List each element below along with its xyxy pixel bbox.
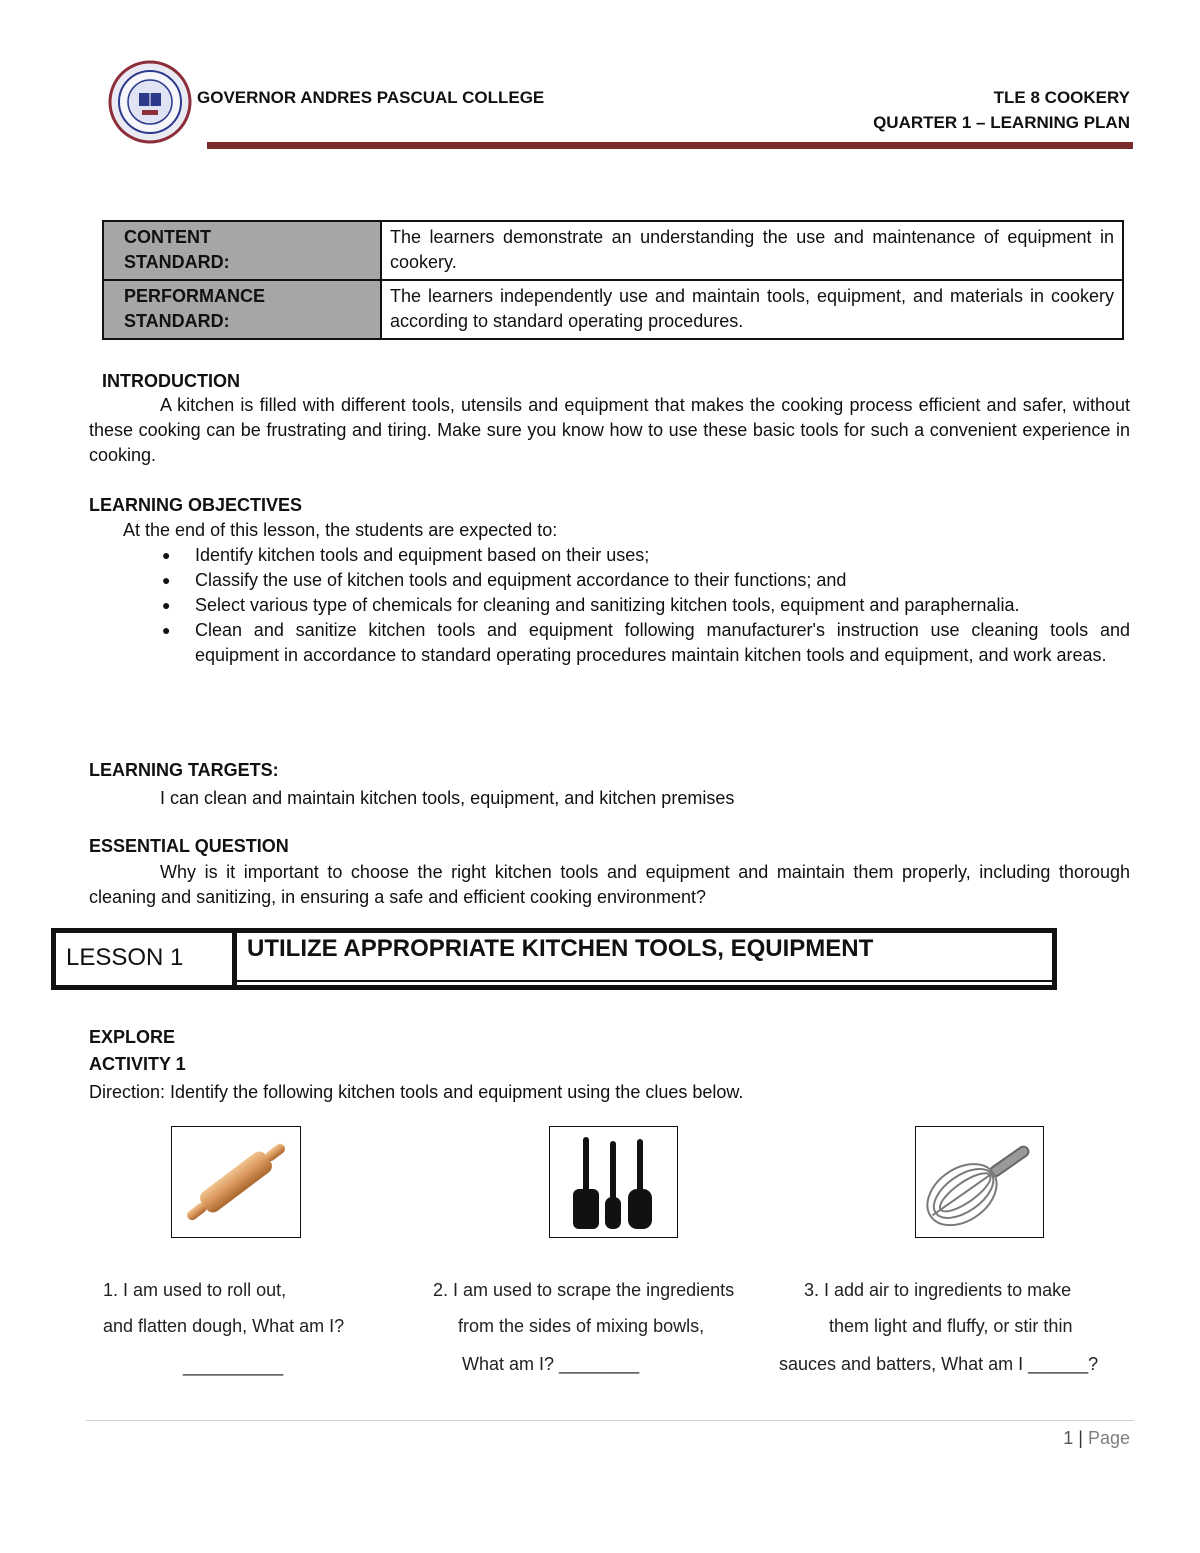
lesson-inner-rule bbox=[237, 980, 1053, 982]
lesson-number: LESSON 1 bbox=[66, 944, 184, 971]
explore-heading: EXPLORE bbox=[89, 1027, 176, 1047]
list-item: ● Classify the use of kitchen tools and equipment accordance to their functions; and bbox=[162, 570, 847, 590]
standard-text: The learners independently use and maintain tools, equipment, and materials in cookery according to standard operating procedures. bbox=[381, 280, 1123, 339]
clue-3-line-1: 3. I add air to ingredients to make bbox=[804, 1280, 1072, 1300]
page-number: 1 bbox=[1063, 1428, 1074, 1448]
list-item: ● Select various type of chemicals for cleaning and sanitizing kitchen tools, equipment and paraphernalia. bbox=[162, 595, 1020, 615]
objectives-heading: LEARNING OBJECTIVES bbox=[89, 495, 303, 515]
page-separator: | bbox=[1078, 1428, 1083, 1448]
activity-direction: Direction: Identify the following kitchen tools and equipment using the clues below. bbox=[89, 1082, 744, 1102]
header-rule bbox=[207, 142, 1133, 149]
essential-heading: ESSENTIAL QUESTION bbox=[89, 836, 289, 856]
page-footer bbox=[1063, 1428, 1130, 1449]
clue-2-line-3[interactable]: What am I? ________ bbox=[462, 1354, 640, 1374]
standard-label: CONTENT STANDARD: bbox=[103, 221, 381, 280]
list-item: ● Identify kitchen tools and equipment based on their uses; bbox=[162, 545, 650, 565]
footer-rule bbox=[86, 1420, 1134, 1421]
activity-heading: ACTIVITY 1 bbox=[89, 1054, 186, 1074]
clue-1-line-2: and flatten dough, What am I? bbox=[103, 1316, 345, 1336]
introduction-heading: INTRODUCTION bbox=[102, 371, 240, 391]
targets-heading: LEARNING TARGETS: bbox=[89, 760, 279, 780]
clue-1-line-1: 1. I am used to roll out, bbox=[103, 1280, 287, 1300]
standard-text: The learners demonstrate an understanding the use and maintenance of equipment in cookery. bbox=[381, 221, 1123, 280]
objectives-list bbox=[162, 543, 1130, 668]
rolling-pin-icon bbox=[171, 1126, 301, 1238]
page-label: Page bbox=[1087, 1428, 1130, 1448]
table-row bbox=[103, 221, 1123, 280]
school-name: GOVERNOR ANDRES PASCUAL COLLEGE bbox=[197, 88, 545, 107]
subject-title: TLE 8 COOKERY bbox=[993, 88, 1130, 107]
list-item: ● Clean and sanitize kitchen tools and equipment following manufacturer's instruction use cleaning tools and equipment in accordance to standard operating procedures maintain kitchen tools and equipment, and work areas. bbox=[162, 620, 1130, 665]
clue-3-line-3[interactable]: sauces and batters, What am I ______? bbox=[779, 1354, 1099, 1374]
clue-2-line-1: 2. I am used to scrape the ingredients bbox=[433, 1280, 735, 1300]
introduction-text: A kitchen is filled with different tools, utensils and equipment that makes the cooking process efficient and safer, without these cooking can be frustrating and tiring. Make sure you know how to use these basic tools for such a convenient experience in cooking. bbox=[89, 395, 1130, 465]
essential-text: Why is it important to choose the right kitchen tools and equipment and maintain them properly, including thorough cleaning and sanitizing, in ensuring a safe and efficient cooking environment? bbox=[89, 862, 1130, 907]
clue-3-line-2: them light and fluffy, or stir thin bbox=[829, 1316, 1073, 1336]
table-row bbox=[103, 280, 1123, 339]
targets-text: I can clean and maintain kitchen tools, equipment, and kitchen premises bbox=[160, 788, 735, 808]
standard-label: PERFORMANCE STANDARD: bbox=[103, 280, 381, 339]
whisk-icon bbox=[915, 1126, 1044, 1238]
objectives-intro: At the end of this lesson, the students are expected to: bbox=[123, 520, 558, 540]
clue-1-answer[interactable]: __________ bbox=[183, 1356, 284, 1376]
clue-2-line-2: from the sides of mixing bowls, bbox=[458, 1316, 705, 1336]
quarter-title: QUARTER 1 – LEARNING PLAN bbox=[873, 113, 1130, 132]
spatulas-icon bbox=[549, 1126, 678, 1238]
college-seal-icon bbox=[108, 60, 192, 144]
standards-table bbox=[102, 220, 1124, 340]
lesson-title: UTILIZE APPROPRIATE KITCHEN TOOLS, EQUIPMENT bbox=[247, 935, 874, 962]
